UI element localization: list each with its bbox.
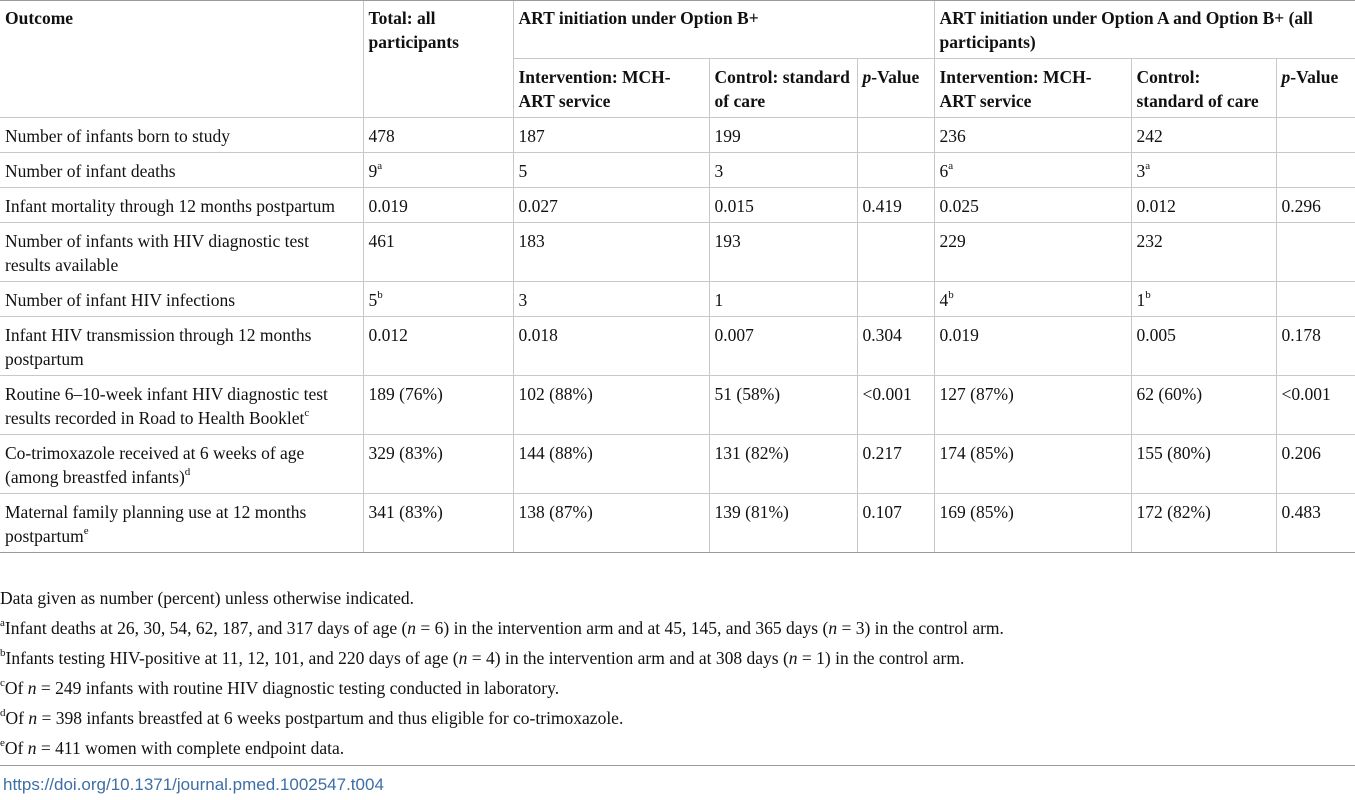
cell-total xyxy=(363,118,513,153)
cell-ab-control xyxy=(1131,153,1276,188)
cell-outcome xyxy=(0,494,363,553)
cell-value: Number of infant HIV infections xyxy=(5,290,236,310)
cell-outcome xyxy=(0,317,363,376)
cell-ab-control xyxy=(1131,435,1276,494)
cell-b-intervention xyxy=(513,376,709,435)
cell-value: Number of infant deaths xyxy=(5,161,176,181)
cell-outcome xyxy=(0,188,363,223)
cell-value: 183 xyxy=(518,231,545,251)
cell-value: 144 (88%) xyxy=(518,443,593,463)
cell-total xyxy=(363,494,513,553)
cell-value: 189 (76%) xyxy=(368,384,443,404)
cell-value: 199 xyxy=(714,126,741,146)
cell-outcome xyxy=(0,153,363,188)
table-row xyxy=(0,188,1355,223)
cell-b-intervention xyxy=(513,435,709,494)
cell-value: 172 (82%) xyxy=(1136,502,1211,522)
cell-value: 236 xyxy=(939,126,966,146)
note-d xyxy=(0,703,1355,733)
header-outcome: Outcome xyxy=(0,1,363,118)
cell-value: 131 (82%) xyxy=(714,443,789,463)
cell-total xyxy=(363,188,513,223)
cell-b-pvalue xyxy=(857,494,934,553)
cell-value: 478 xyxy=(368,126,395,146)
note-text: = 411 women with complete endpoint data. xyxy=(36,738,345,758)
note-b xyxy=(0,643,1355,673)
cell-outcome xyxy=(0,282,363,317)
note-n: n xyxy=(28,708,38,728)
cell-value: 229 xyxy=(939,231,966,251)
footnote-mark: a xyxy=(948,160,954,173)
cell-ab-pvalue xyxy=(1276,376,1355,435)
cell-value: Maternal family planning use at 12 months postpartum xyxy=(5,502,307,546)
cell-value: 0.217 xyxy=(862,443,902,463)
cell-b-control xyxy=(709,317,857,376)
table-row xyxy=(0,435,1355,494)
cell-value: 102 (88%) xyxy=(518,384,593,404)
cell-ab-pvalue xyxy=(1276,223,1355,282)
cell-b-intervention xyxy=(513,188,709,223)
cell-value: 0.019 xyxy=(368,196,408,216)
note-text: Infant deaths at 26, 30, 54, 62, 187, and 317 days of age ( xyxy=(4,618,408,638)
cell-value: 187 xyxy=(518,126,545,146)
cell-value: 0.304 xyxy=(862,325,902,345)
p-rest: -Value xyxy=(1290,67,1339,87)
cell-b-pvalue xyxy=(857,188,934,223)
cell-value: 139 (81%) xyxy=(714,502,789,522)
table-row xyxy=(0,317,1355,376)
cell-total xyxy=(363,282,513,317)
cell-b-pvalue xyxy=(857,118,934,153)
cell-value: 461 xyxy=(368,231,395,251)
footnote-mark: d xyxy=(184,466,191,479)
cell-value: 341 (83%) xyxy=(368,502,443,522)
cell-value: 242 xyxy=(1136,126,1163,146)
cell-outcome xyxy=(0,223,363,282)
cell-value: 0.012 xyxy=(1136,196,1176,216)
cell-value: 0.005 xyxy=(1136,325,1176,345)
cell-b-intervention xyxy=(513,118,709,153)
cell-value: 174 (85%) xyxy=(939,443,1014,463)
cell-b-control xyxy=(709,376,857,435)
subheader-b-pvalue xyxy=(857,59,934,118)
note-text: Infants testing HIV-positive at 11, 12, 101, and 220 days of age ( xyxy=(5,648,459,668)
cell-ab-control xyxy=(1131,118,1276,153)
divider xyxy=(0,765,1355,766)
cell-value: 3 xyxy=(518,290,528,310)
footnote-mark: a xyxy=(377,160,383,173)
doi-link[interactable]: https://doi.org/10.1371/journal.pmed.1002547.t004 xyxy=(3,775,384,794)
cell-value: 51 (58%) xyxy=(714,384,781,404)
cell-value: <0.001 xyxy=(1281,384,1331,404)
cell-ab-pvalue xyxy=(1276,282,1355,317)
cell-value: 3 xyxy=(1136,161,1146,181)
note-mark: a xyxy=(0,617,5,630)
p-italic: p xyxy=(1281,67,1291,87)
cell-b-control xyxy=(709,188,857,223)
note-n: n xyxy=(407,618,417,638)
cell-value: <0.001 xyxy=(862,384,912,404)
note-text: Of xyxy=(4,678,28,698)
note-mark: b xyxy=(0,647,6,660)
note-mark: e xyxy=(0,737,5,750)
note-n: n xyxy=(27,678,37,698)
table-row xyxy=(0,494,1355,553)
cell-b-control xyxy=(709,282,857,317)
subheader-b-intervention: Intervention: MCH-ART service xyxy=(513,59,709,118)
footnote-mark: e xyxy=(83,525,89,538)
note-mark: c xyxy=(0,677,5,690)
cell-value: 0.015 xyxy=(714,196,754,216)
cell-outcome xyxy=(0,118,363,153)
cell-b-intervention xyxy=(513,223,709,282)
cell-b-pvalue xyxy=(857,223,934,282)
cell-b-pvalue xyxy=(857,153,934,188)
note-c xyxy=(0,673,1355,703)
cell-value: 4 xyxy=(939,290,949,310)
cell-value: Co-trimoxazole received at 6 weeks of age (among breastfed infants) xyxy=(5,443,305,487)
cell-value: 5 xyxy=(518,161,528,181)
cell-value: 169 (85%) xyxy=(939,502,1014,522)
cell-total xyxy=(363,317,513,376)
cell-total xyxy=(363,376,513,435)
note-n: n xyxy=(27,738,37,758)
header-total: Total: all participants xyxy=(363,1,513,118)
cell-ab-intervention xyxy=(934,118,1131,153)
table-footnotes xyxy=(0,583,1355,763)
footnote-mark: b xyxy=(1145,289,1151,302)
note-mark: d xyxy=(0,707,6,720)
cell-b-pvalue xyxy=(857,317,934,376)
note-general: Data given as number (percent) unless otherwise indicated. xyxy=(0,588,415,608)
note-n: n xyxy=(788,648,798,668)
cell-ab-intervention xyxy=(934,223,1131,282)
cell-value: 0.012 xyxy=(368,325,408,345)
note-a xyxy=(0,613,1355,643)
note-text: Of xyxy=(4,738,28,758)
cell-b-control xyxy=(709,153,857,188)
cell-value: 0.025 xyxy=(939,196,979,216)
note-text: = 6) in the intervention arm and at 45, 145, and 365 days ( xyxy=(416,618,829,638)
note-text: = 1) in the control arm. xyxy=(797,648,965,668)
cell-b-pvalue xyxy=(857,376,934,435)
note-n: n xyxy=(458,648,468,668)
note-e xyxy=(0,733,1355,763)
cell-value: 0.027 xyxy=(518,196,558,216)
subheader-ab-intervention: Intervention: MCH-ART service xyxy=(934,59,1131,118)
cell-value: Number of infants born to study xyxy=(5,126,231,146)
cell-value: Infant mortality through 12 months postpartum xyxy=(5,196,336,216)
cell-ab-control xyxy=(1131,376,1276,435)
cell-value: 138 (87%) xyxy=(518,502,593,522)
cell-outcome xyxy=(0,376,363,435)
cell-ab-intervention xyxy=(934,153,1131,188)
cell-total xyxy=(363,223,513,282)
header-row xyxy=(0,1,1355,59)
cell-total xyxy=(363,153,513,188)
cell-value: 0.483 xyxy=(1281,502,1321,522)
note-text: Of xyxy=(5,708,29,728)
note-text: = 4) in the intervention arm and at 308 days ( xyxy=(467,648,789,668)
footnote-mark: c xyxy=(304,407,310,420)
cell-ab-intervention xyxy=(934,188,1131,223)
cell-value: 1 xyxy=(714,290,724,310)
cell-ab-control xyxy=(1131,188,1276,223)
cell-ab-control xyxy=(1131,317,1276,376)
cell-value: 62 (60%) xyxy=(1136,384,1203,404)
subheader-ab-control: Control: standard of care xyxy=(1131,59,1276,118)
note-text: = 249 infants with routine HIV diagnostic testing conducted in laboratory. xyxy=(36,678,560,698)
subheader-ab-pvalue xyxy=(1276,59,1355,118)
cell-b-intervention xyxy=(513,153,709,188)
header-option-a-b: ART initiation under Option A and Option B+ (all participants) xyxy=(934,1,1355,59)
cell-ab-control xyxy=(1131,282,1276,317)
cell-ab-pvalue xyxy=(1276,153,1355,188)
p-italic: p xyxy=(862,67,872,87)
cell-value: 127 (87%) xyxy=(939,384,1014,404)
p-rest: -Value xyxy=(871,67,920,87)
cell-b-control xyxy=(709,494,857,553)
cell-value: 0.296 xyxy=(1281,196,1321,216)
cell-b-control xyxy=(709,118,857,153)
cell-b-pvalue xyxy=(857,435,934,494)
cell-ab-pvalue xyxy=(1276,188,1355,223)
table-row xyxy=(0,118,1355,153)
header-option-b: ART initiation under Option B+ xyxy=(513,1,934,59)
cell-ab-intervention xyxy=(934,435,1131,494)
cell-total xyxy=(363,435,513,494)
cell-value: 0.019 xyxy=(939,325,979,345)
cell-value: Routine 6–10-week infant HIV diagnostic test results recorded in Road to Health Booklet xyxy=(5,384,328,428)
table-row xyxy=(0,153,1355,188)
table-row xyxy=(0,376,1355,435)
cell-value: 155 (80%) xyxy=(1136,443,1211,463)
cell-value: 232 xyxy=(1136,231,1163,251)
cell-ab-pvalue xyxy=(1276,435,1355,494)
cell-value: 0.206 xyxy=(1281,443,1321,463)
footnote-mark: b xyxy=(948,289,954,302)
table-row xyxy=(0,282,1355,317)
cell-outcome xyxy=(0,435,363,494)
note-text: = 3) in the control arm. xyxy=(837,618,1004,638)
cell-value: 6 xyxy=(939,161,949,181)
cell-b-control xyxy=(709,435,857,494)
cell-value: 0.107 xyxy=(862,502,902,522)
cell-value: 3 xyxy=(714,161,724,181)
cell-b-pvalue xyxy=(857,282,934,317)
cell-value: 0.018 xyxy=(518,325,558,345)
cell-b-intervention xyxy=(513,494,709,553)
cell-ab-intervention xyxy=(934,282,1131,317)
footnote-mark: a xyxy=(1145,160,1151,173)
cell-ab-pvalue xyxy=(1276,317,1355,376)
cell-ab-intervention xyxy=(934,317,1131,376)
cell-value: 0.419 xyxy=(862,196,902,216)
cell-ab-control xyxy=(1131,494,1276,553)
cell-value: 0.007 xyxy=(714,325,754,345)
cell-b-control xyxy=(709,223,857,282)
cell-value: 0.178 xyxy=(1281,325,1321,345)
cell-value: 5 xyxy=(368,290,378,310)
cell-b-intervention xyxy=(513,317,709,376)
cell-value: 1 xyxy=(1136,290,1146,310)
cell-ab-intervention xyxy=(934,494,1131,553)
cell-value: Infant HIV transmission through 12 months postpartum xyxy=(5,325,312,369)
subheader-b-control: Control: standard of care xyxy=(709,59,857,118)
cell-ab-intervention xyxy=(934,376,1131,435)
cell-ab-pvalue xyxy=(1276,118,1355,153)
note-text: = 398 infants breastfed at 6 weeks postpartum and thus eligible for co-trimoxazole. xyxy=(37,708,624,728)
table-row xyxy=(0,223,1355,282)
footnote-mark: b xyxy=(377,289,383,302)
cell-value: 329 (83%) xyxy=(368,443,443,463)
cell-ab-control xyxy=(1131,223,1276,282)
note-n: n xyxy=(828,618,838,638)
cell-value: Number of infants with HIV diagnostic test results available xyxy=(5,231,309,275)
cell-ab-pvalue xyxy=(1276,494,1355,553)
cell-value: 193 xyxy=(714,231,741,251)
cell-b-intervention xyxy=(513,282,709,317)
cell-value: 9 xyxy=(368,161,378,181)
